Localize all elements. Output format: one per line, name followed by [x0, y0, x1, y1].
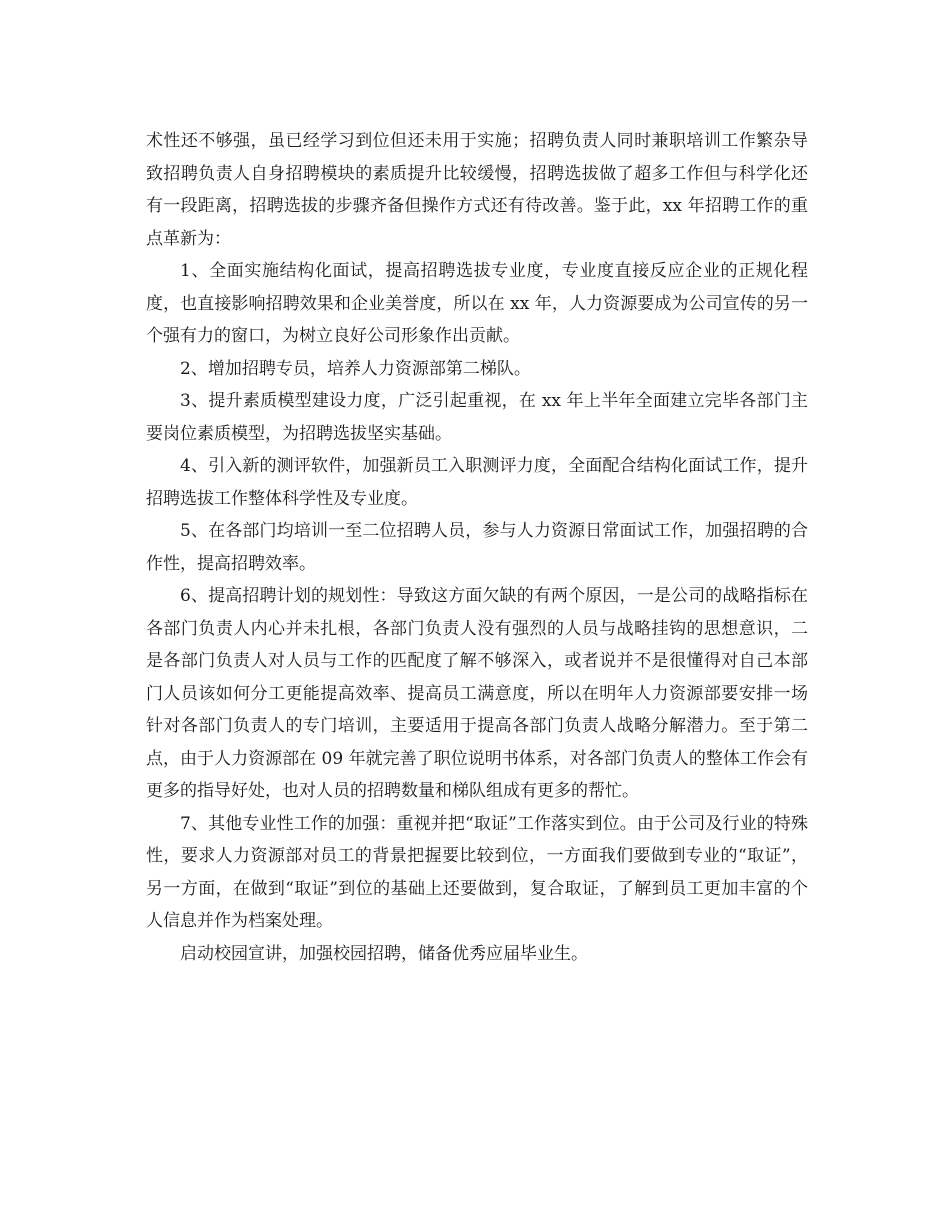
paragraph-item-4: 4、引入新的测评软件，加强新员工入职测评力度，全面配合结构化面试工作，提升招聘选拔工作整体科学性及专业度。 — [146, 456, 808, 509]
paragraph-continuation: 术性还不够强，虽已经学习到位但还未用于实施；招聘负责人同时兼职培训工作繁杂导致招聘负责人自身招聘模块的素质提升比较缓慢，招聘选拔做了超多工作但与科学化还有一段距离，招聘选拔的步骤齐备但操作方式还有待改善。鉴于此，xx 年招聘工作的重点革新为： — [146, 131, 808, 249]
paragraph-item-3: 3、提升素质模型建设力度，广泛引起重视，在 xx 年上半年全面建立完毕各部门主要岗位素质模型，为招聘选拔坚实基础。 — [146, 391, 808, 444]
paragraph-item-6: 6、提高招聘计划的规划性：导致这方面欠缺的有两个原因，一是公司的战略指标在各部门负责人内心并未扎根，各部门负责人没有强烈的人员与战略挂钩的思想意识，二是各部门负责人对人员与工作的匹配度了解不够深入，或者说并不是很懂得对自己本部门人员该如何分工更能提高效率、提高员工满意度，所以在明年人力资源部要安排一场针对各部门负责人的专门培训，主要适用于提高各部门负责人战略分解潜力。至于第二点，由于人力资源部在 09 年就完善了职位说明书体系，对各部门负责人的整体工作会有更多的指导好处，也对人员的招聘数量和梯队组成有更多的帮忙。 — [146, 586, 808, 801]
paragraph-item-2: 2、增加招聘专员，培养人力资源部第二梯队。 — [180, 358, 531, 379]
paragraph-campus-recruiting: 启动校园宣讲，加强校园招聘，储备优秀应届毕业生。 — [180, 943, 588, 964]
paragraph-item-1: 1、全面实施结构化面试，提高招聘选拔专业度，专业度直接反应企业的正规化程度，也直接影响招聘效果和企业美誉度，所以在 xx 年，人力资源要成为公司宣传的另一个强有力的窗口，为树立良好公司形象作出贡献。 — [146, 261, 808, 346]
paragraph-item-5: 5、在各部门均培训一至二位招聘人员，参与人力资源日常面试工作，加强招聘的合作性，提高招聘效率。 — [146, 521, 808, 574]
document-body — [146, 125, 808, 970]
paragraph-item-7: 7、其他专业性工作的加强：重视并把“取证”工作落实到位。由于公司及行业的特殊性，要求人力资源部对员工的背景把握要比较到位，一方面我们要做到专业的“取证”，另一方面，在做到“取证”到位的基础上还要做到，复合取证，了解到员工更加丰富的个人信息并作为档案处理。 — [146, 813, 808, 931]
